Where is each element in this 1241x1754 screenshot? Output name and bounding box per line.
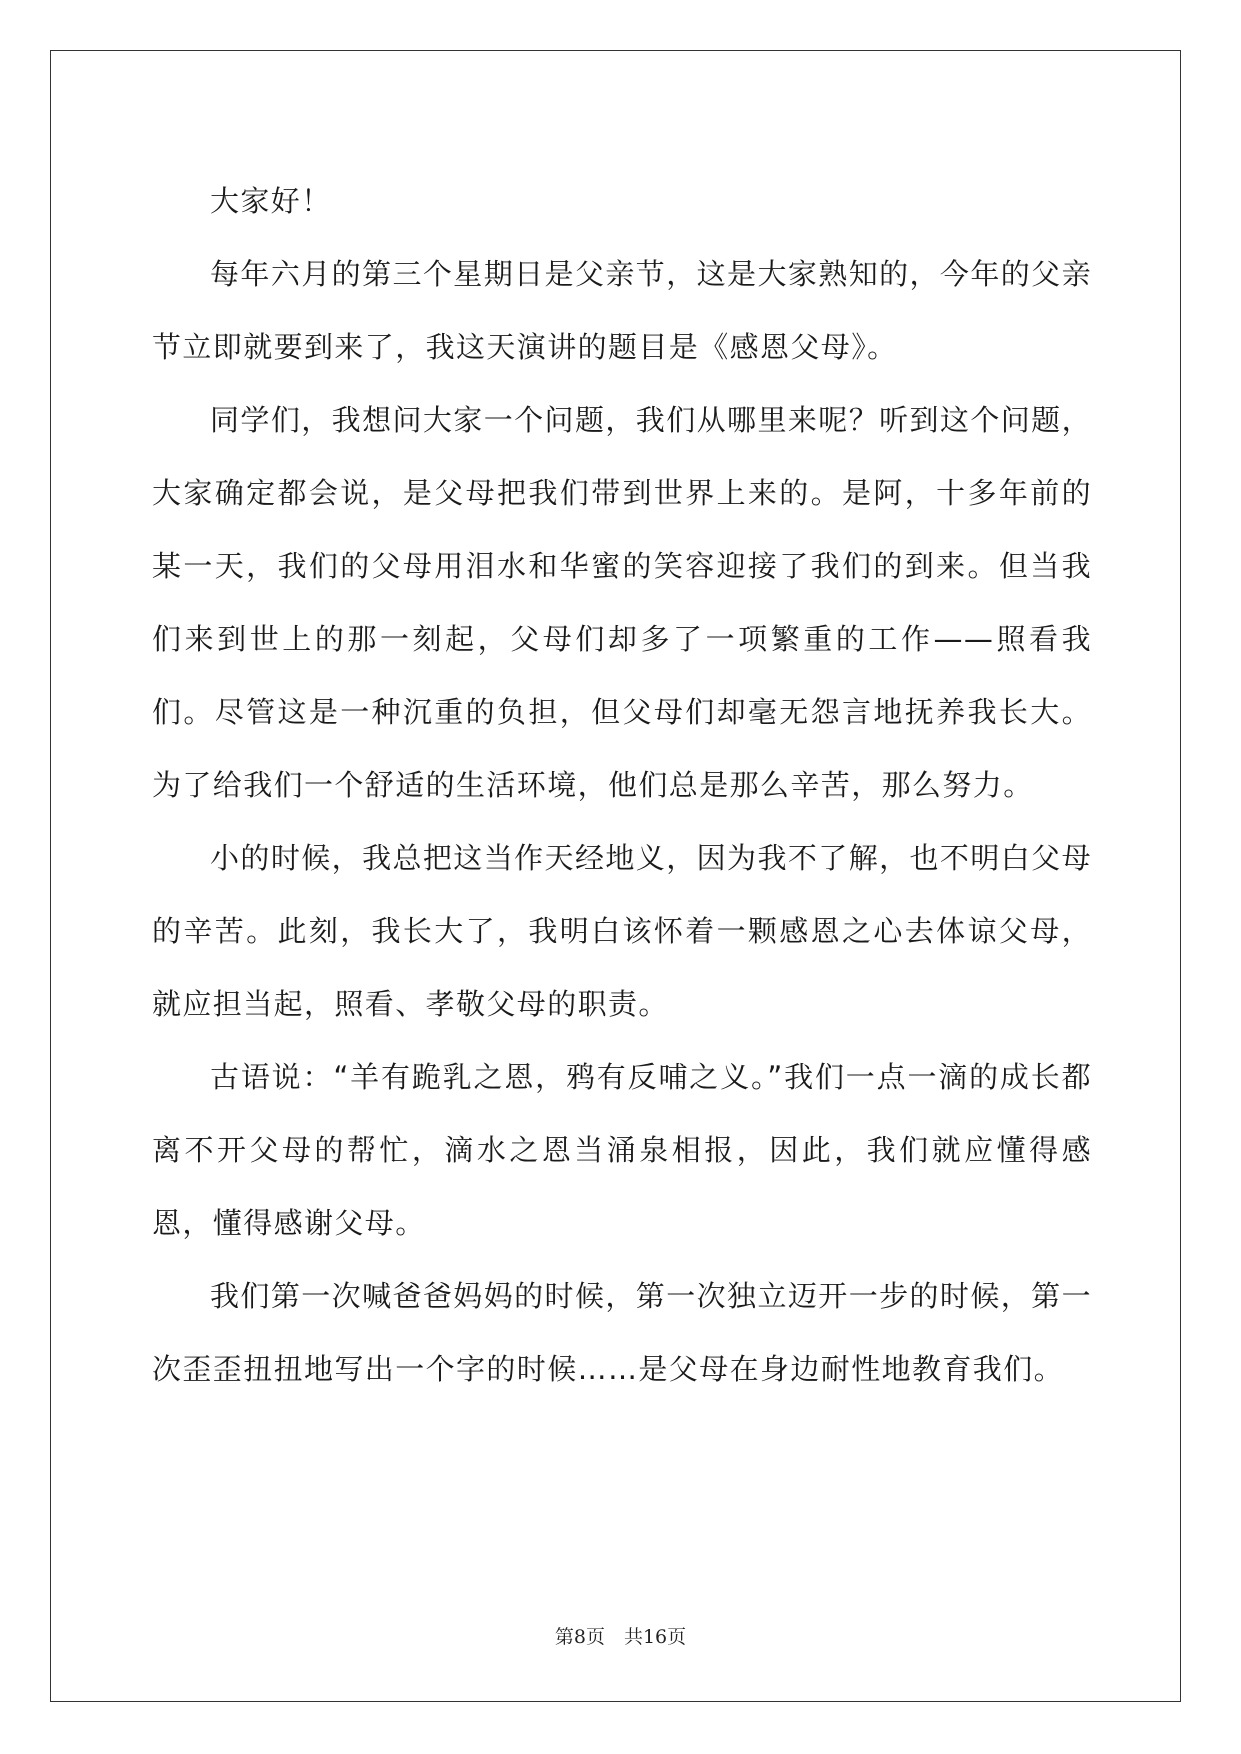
body-paragraph: 我们第一次喊爸爸妈妈的时候，第一次独立迈开一步的时候，第一次歪歪扭扭地写出一个字的时候……是父母在身边耐性地教育我们。 <box>152 1279 1092 1386</box>
greeting-paragraph: 大家好！ <box>210 184 332 218</box>
body-paragraph: 每年六月的第三个星期日是父亲节，这是大家熟知的，今年的父亲节立即就要到来了，我这天演讲的题目是《感恩父母》。 <box>152 257 1092 364</box>
page-number-footer: 第8页 共16页 <box>554 1626 687 1648</box>
document-body <box>152 165 1092 1406</box>
body-paragraph: 同学们，我想问大家一个问题，我们从哪里来呢？听到这个问题，大家确定都会说，是父母把我们带到世界上来的。是阿，十多年前的某一天，我们的父母用泪水和华蜜的笑容迎接了我们的到来。但当我们来到世上的那一刻起，父母们却多了一项繁重的工作——照看我们。尽管这是一种沉重的负担，但父母们却毫无怨言地抚养我长大。为了给我们一个舒适的生活环境，他们总是那么辛苦，那么努力。 <box>152 403 1092 802</box>
body-paragraph: 小的时候，我总把这当作天经地义，因为我不了解，也不明白父母的辛苦。此刻，我长大了，我明白该怀着一颗感恩之心去体谅父母，就应担当起，照看、孝敬父母的职责。 <box>152 841 1092 1021</box>
body-paragraph: 古语说：“羊有跪乳之恩，鸦有反哺之义。”我们一点一滴的成长都离不开父母的帮忙，滴水之恩当涌泉相报，因此，我们就应懂得感恩，懂得感谢父母。 <box>152 1060 1092 1240</box>
